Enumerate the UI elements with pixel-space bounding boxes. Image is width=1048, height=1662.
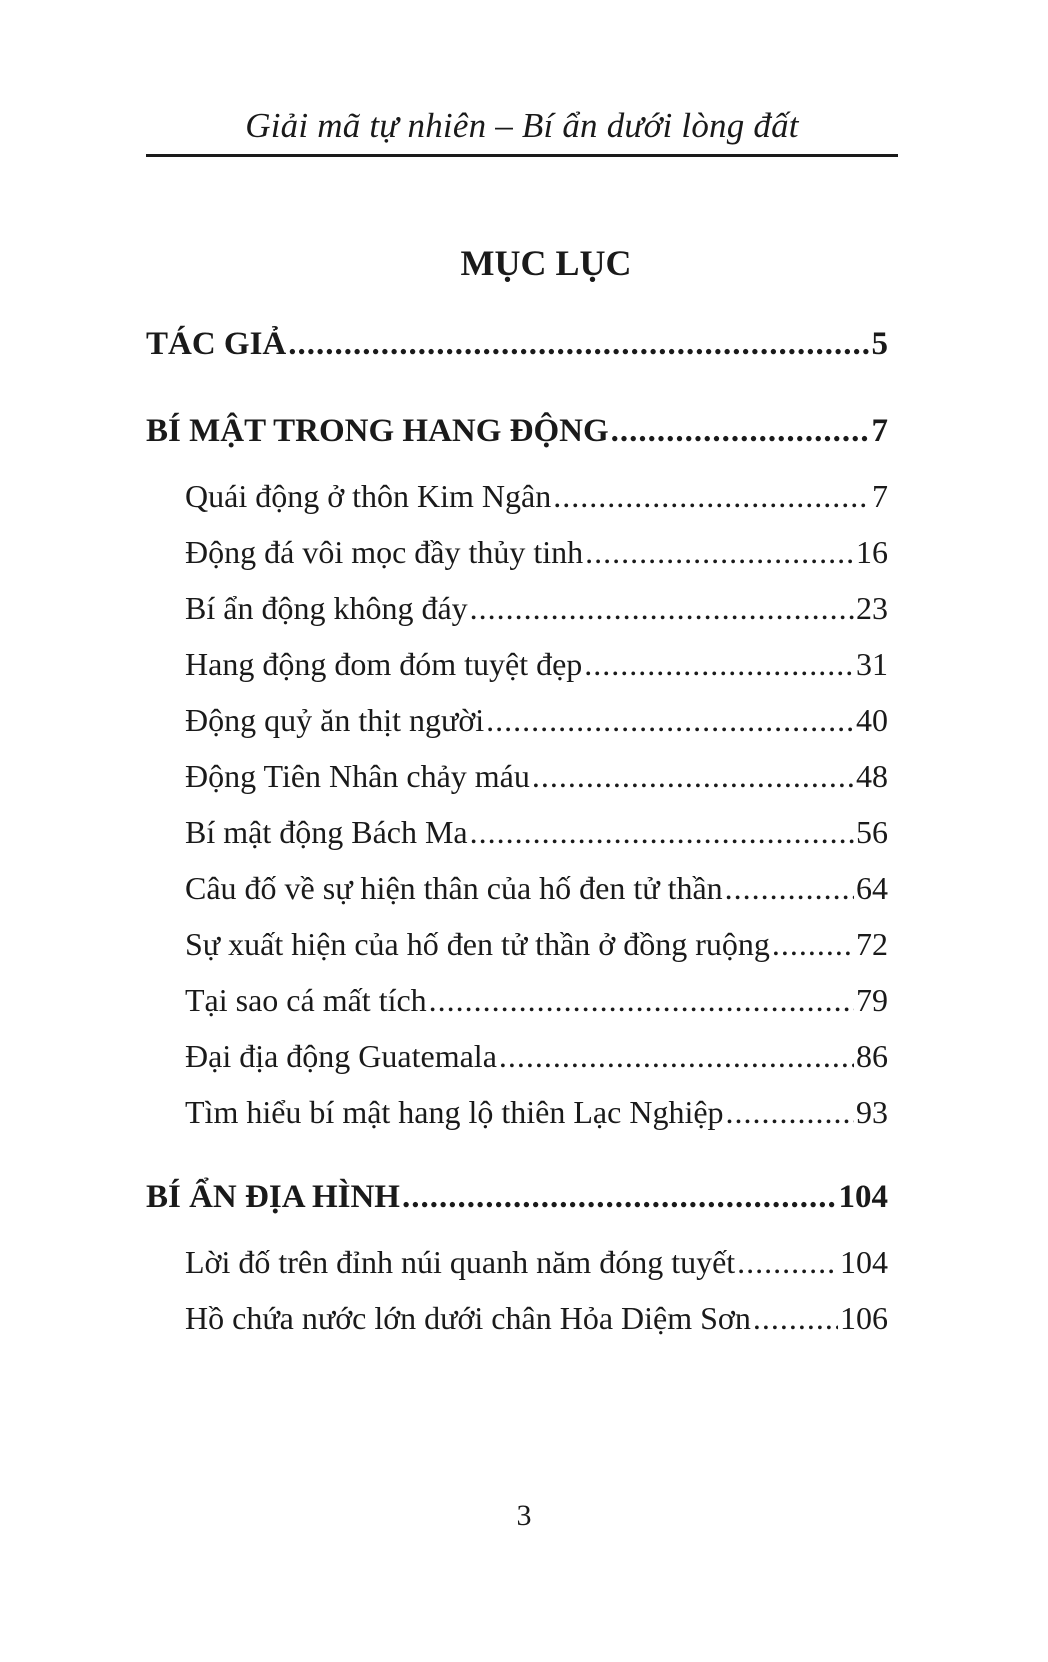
dot-leader	[470, 586, 854, 630]
toc-section-title: BÍ ẨN ĐỊA HÌNH	[146, 1179, 400, 1215]
dot-leader	[611, 409, 870, 453]
toc-entry-page: 64	[856, 870, 888, 906]
toc-entry	[185, 866, 888, 910]
toc-entry-title: Quái động ở thôn Kim Ngân	[185, 478, 552, 514]
toc-entry-title: Sự xuất hiện của hố đen tử thần ở đồng ruộng	[185, 926, 770, 962]
toc-section-page: 104	[838, 1179, 888, 1215]
toc-entry	[185, 1034, 888, 1078]
dot-leader	[585, 530, 854, 574]
toc-section	[146, 1175, 888, 1219]
toc-title: MỤC LỤC	[460, 243, 632, 283]
dot-leader	[402, 1175, 837, 1219]
toc-section-title: TÁC GIẢ	[146, 326, 287, 362]
header-rule	[146, 154, 898, 157]
toc-entry-page: 86	[856, 1038, 888, 1074]
toc-entry-page: 16	[856, 534, 888, 570]
toc-entry	[185, 978, 888, 1022]
toc-entry-title: Động đá vôi mọc đầy thủy tinh	[185, 534, 584, 570]
toc-section-page: 7	[871, 413, 888, 449]
dot-leader	[753, 1296, 838, 1340]
toc-entry-title: Động quỷ ăn thịt người	[185, 702, 485, 738]
toc-entry	[185, 586, 888, 630]
dot-leader	[499, 1034, 854, 1078]
toc-entry-title: Lời đố trên đỉnh núi quanh năm đóng tuyết	[185, 1244, 736, 1280]
dot-leader	[288, 322, 869, 366]
toc-section-page: 5	[871, 326, 888, 362]
toc-entry	[185, 1296, 888, 1340]
toc-section-title: BÍ MẬT TRONG HANG ĐỘNG	[146, 413, 609, 449]
toc-entry-page: 72	[856, 926, 888, 962]
toc-entry-title: Tại sao cá mất tích	[185, 982, 427, 1018]
toc-entry-title: Tìm hiểu bí mật hang lộ thiên Lạc Nghiệp	[185, 1094, 724, 1130]
dot-leader	[725, 866, 854, 910]
dot-leader	[470, 810, 854, 854]
toc-entry	[185, 1240, 888, 1284]
dot-leader	[429, 978, 854, 1022]
toc-entry	[185, 754, 888, 798]
dot-leader	[726, 1090, 854, 1134]
dot-leader	[584, 642, 854, 686]
toc-entry-page: 31	[856, 646, 888, 682]
dot-leader	[553, 474, 870, 518]
toc-entry-page: 106	[840, 1300, 888, 1336]
toc-entry-title: Câu đố về sự hiện thân của hố đen tử thần	[185, 870, 723, 906]
toc-entry-page: 23	[856, 590, 888, 626]
toc-entry-title: Hồ chứa nước lớn dưới chân Hỏa Diệm Sơn	[185, 1300, 751, 1336]
toc-entry-title: Bí mật động Bách Ma	[185, 814, 468, 850]
toc-entry-title: Hang động đom đóm tuyệt đẹp	[185, 646, 583, 682]
toc-entry-title: Đại địa động Guatemala	[185, 1038, 497, 1074]
toc-entry	[185, 530, 888, 574]
toc-entry-page: 104	[840, 1244, 888, 1280]
toc-entry	[185, 922, 888, 966]
toc-section	[146, 409, 888, 453]
toc-entry	[185, 474, 888, 518]
toc-entry	[185, 810, 888, 854]
toc-entry-title: Động Tiên Nhân chảy máu	[185, 758, 530, 794]
toc-entry	[185, 698, 888, 742]
dot-leader	[486, 698, 854, 742]
toc-entry-page: 7	[872, 478, 888, 514]
toc-entry-page: 93	[856, 1094, 888, 1130]
dot-leader	[532, 754, 854, 798]
running-header: Giải mã tự nhiên – Bí ẩn dưới lòng đất	[245, 106, 799, 145]
toc-entry	[185, 1090, 888, 1134]
page-number: 3	[516, 1499, 532, 1532]
toc-entry-title: Bí ẩn động không đáy	[185, 590, 468, 626]
dot-leader	[737, 1240, 838, 1284]
toc-entry-page: 56	[856, 814, 888, 850]
toc-entry	[185, 642, 888, 686]
toc-entry-page: 40	[856, 702, 888, 738]
toc-section	[146, 322, 888, 366]
toc-entry-page: 79	[856, 982, 888, 1018]
toc-entry-page: 48	[856, 758, 888, 794]
dot-leader	[772, 922, 854, 966]
